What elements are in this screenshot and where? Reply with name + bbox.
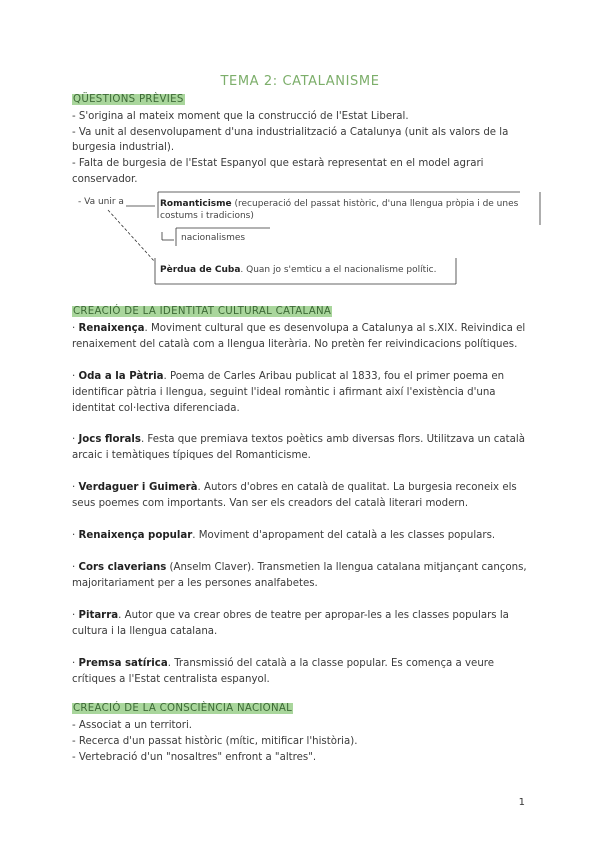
item-term: Renaixença [78,323,145,334]
text-line: - Vertebració d'un "nosaltres" enfront a "altres". [72,752,317,763]
diagram-text: . Quan jo s'emticu a el nacionalisme polític. [240,265,437,275]
page-number: 1 [518,797,525,808]
item-line: identitat col·lectiva diferenciada. [72,403,240,414]
item-term: Renaixença popular [78,530,193,541]
item-term: Oda a la Pàtria [78,371,164,382]
item-text: . Festa que premiava textos poètics amb diversas flors. Utilitzava un català [140,434,525,445]
text-line: - Associat a un territori. [72,720,193,731]
diagram-nacionalismes: nacionalismes [181,233,246,243]
item-line: · Oda a la Pàtria. Poema de Carles Aribau publicat al 1833, fou el primer poema en [72,371,505,382]
item-line: crítiques a l'Estat centralista espanyol. [72,674,270,685]
text-line: conservador. [72,174,138,185]
item-text: (Anselm Claver). Transmetien la llengua catalana mitjançant cançons, [166,562,527,573]
page-title: TEMA 2: CATALANISME [220,74,380,89]
item-line: · Jocs florals. Festa que premiava textos poètics amb diversas flors. Utilitzava un català [72,434,525,445]
text-line: - Recerca d'un passat històric (mític, mitificar l'història). [72,736,358,747]
item-line: · Pitarra. Autor que va crear obres de teatre per apropar-les a les classes populars la [72,610,509,621]
item-text: . Transmissió del català a la classe popular. Es comença a veure [167,658,495,669]
diagram-term: Pèrdua de Cuba [160,265,241,275]
item-line: renaixement del català com a llengua literària. No pretèn fer reivindicacions polítiques. [72,339,518,350]
item-line: cultura i la llengua catalana. [72,626,218,637]
item-line: arcaic i temàtiques típiques del Romanticisme. [72,450,311,461]
item-term: Verdaguer i Guimerà [78,482,198,493]
item-line: · Verdaguer i Guimerà. Autors d'obres en català de qualitat. La burgesia reconeix els [72,482,517,493]
text-line: - Falta de burgesia de l'Estat Espanyol que estarà representat en el model agrari [72,158,484,169]
text-line: - S'origina al mateix moment que la construcció de l'Estat Liberal. [72,111,409,122]
diagram-romanticisme-cont: costums i tradicions) [160,211,254,221]
item-term: Premsa satírica [78,658,168,669]
section-heading-identitat: CREACIÓ DE LA IDENTITAT CULTURAL CATALANA [73,306,332,317]
item-text: . Moviment cultural que es desenvolupa a Catalunya al s.XIX. Reivindica el [144,323,526,334]
item-term: Cors claverians [78,562,167,573]
item-line: · Renaixença. Moviment cultural que es desenvolupa a Catalunya al s.XIX. Reivindica el [72,323,526,334]
item-line: · Renaixença popular. Moviment d'apropament del català a les classes populars. [72,530,496,541]
text-line: burgesia industrial). [72,142,175,153]
text-line: - Va unit al desenvolupament d'una industrialització a Catalunya (unit als valors de la [72,127,509,138]
item-line: majoritariament per a les persones analfabetes. [72,578,318,589]
item-line: · Premsa satírica. Transmissió del català a la classe popular. Es comença a veure [72,658,495,669]
diagram-cuba [160,265,436,275]
diagram-text: (recuperació del passat històric, d'una llengua pròpia i de unes [231,199,519,209]
item-term: Jocs florals [78,434,141,445]
item-line: identificar pàtria i llengua, seguint l'ideal romàntic i afirmant així l'existència d'una [72,387,496,398]
diagram-start-label: - Va unir a [78,197,124,207]
item-text: . Poema de Carles Aribau publicat al 1833, fou el primer poema en [163,371,505,382]
item-text: . Moviment d'apropament del català a les classes populars. [192,530,496,541]
item-line: · Cors claverians (Anselm Claver). Transmetien la llengua catalana mitjançant cançons, [72,562,527,573]
item-text: . Autor que va crear obres de teatre per apropar-les a les classes populars la [118,610,509,621]
diagram-term: Romanticisme [160,199,232,209]
section-heading-consciencia: CREACIÓ DE LA CONSCIÈNCIA NACIONAL [73,703,293,714]
item-line: seus poemes com importants. Van ser els creadors del català literari modern. [72,498,469,509]
item-term: Pitarra [78,610,119,621]
diagram-romanticisme [160,199,518,209]
item-text: . Autors d'obres en català de qualitat. La burgesia reconeix els [197,482,517,493]
section-heading-questions: QÜESTIONS PRÈVIES [73,94,184,105]
